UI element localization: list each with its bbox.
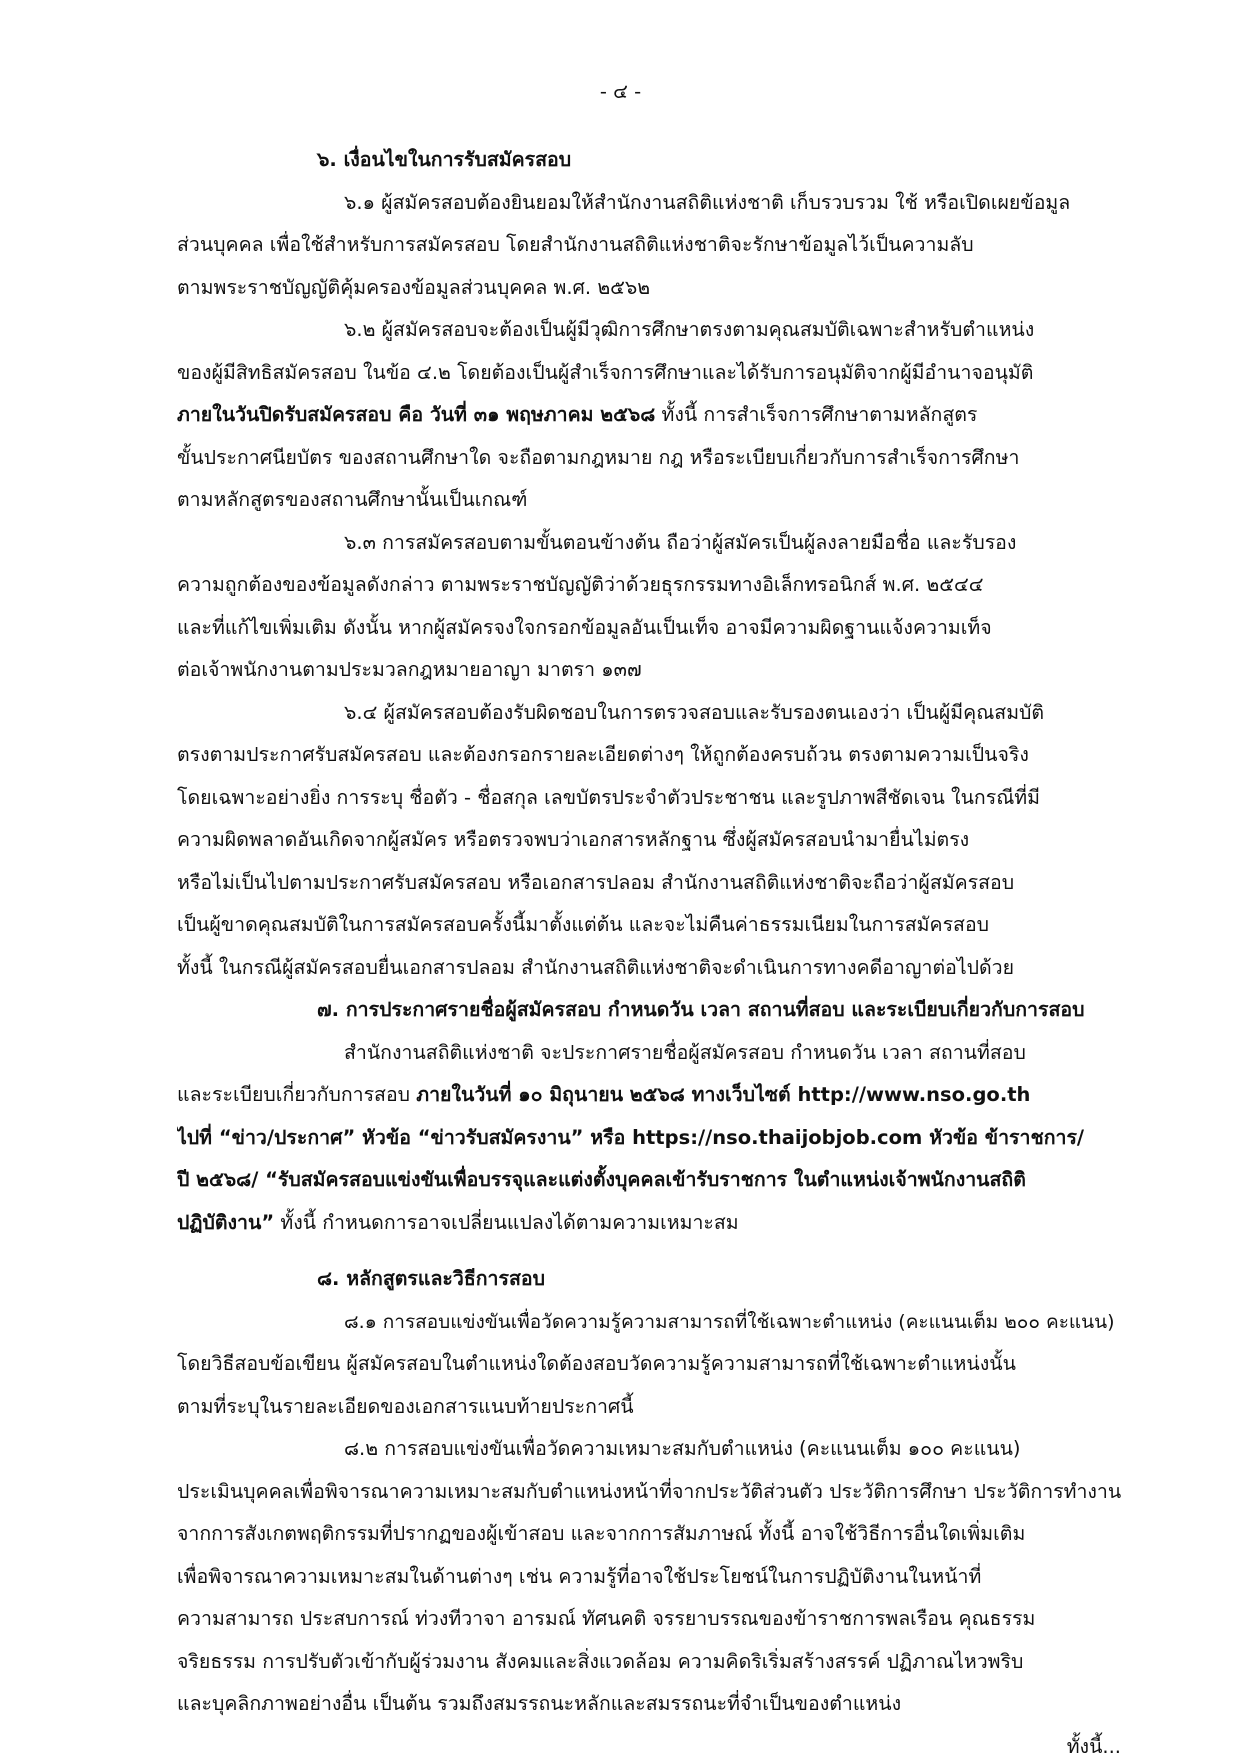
text-line: ๖.๑ ผู้สมัครสอบต้องยินยอมให้สำนักงานสถิติแห่งชาติ เก็บรวบรวม ใช้ หรือเปิดเผยข้อมูล xyxy=(344,190,1071,214)
text-line xyxy=(177,394,1121,437)
text-line: ปี ๒๕๖๘/ “รับสมัครสอบแข่งขันเพื่อบรรจุและแต่งตั้งบุคคลเข้ารับราชการ ในตำแหน่งเจ้าพนักงานสถิติ xyxy=(177,1168,1026,1191)
section-8-heading: ๘. หลักสูตรและวิธีการสอบ xyxy=(317,1267,545,1290)
text-line: จากการสังเกตพฤติกรรมที่ปรากฏของผู้เข้าสอบ และจากการสัมภาษณ์ ทั้งนี้ อาจใช้วิธีการอื่นใดเพิ่มเติม xyxy=(177,1522,1026,1545)
text-line: ตามพระราชบัญญัติคุ้มครองข้อมูลส่วนบุคคล พ.ศ. ๒๕๖๒ xyxy=(177,275,651,299)
text-line: และบุคลิกภาพอย่างอื่น เป็นต้น รวมถึงสมรรถนะหลักและสมรรถนะที่จำเป็นของตำแหน่ง xyxy=(177,1692,902,1715)
paragraph-6-1 xyxy=(177,182,1121,310)
announcement-date-emphasis: ภายในวันที่ ๑๐ มิถุนายน ๒๕๖๘ xyxy=(416,1083,685,1106)
text-line: ความสามารถ ประสบการณ์ ท่วงทีวาจา อารมณ์ ทัศนคติ จรรยาบรรณของข้าราชการพลเรือน คุณธรรม xyxy=(177,1607,1036,1630)
nso-website-link: ทางเว็บไซต์ http://www.nso.go.th xyxy=(684,1083,1031,1106)
text-line: ความผิดพลาดอันเกิดจากผู้สมัคร หรือตรวจพบว่าเอกสารหลักฐาน ซึ่งผู้สมัครสอบนำมายื่นไม่ตรง xyxy=(177,828,970,851)
text-line: ตามที่ระบุในรายละเอียดของเอกสารแนบท้ายประกาศนี้ xyxy=(177,1394,634,1418)
text-line: ๘.๒ การสอบแข่งขันเพื่อวัดความเหมาะสมกับตำแหน่ง (คะแนนเต็ม ๑๐๐ คะแนน) xyxy=(344,1437,1021,1460)
text-line: ขั้นประกาศนียบัตร ของสถานศึกษาใด จะถือตามกฎหมาย กฎ หรือระเบียบเกี่ยวกับการสำเร็จการศึกษา xyxy=(177,445,1020,469)
paragraph-7 xyxy=(177,1032,1121,1245)
paragraph-8-2 xyxy=(177,1428,1121,1726)
text-line: เพื่อพิจารณาความเหมาะสมในด้านต่างๆ เช่น ความรู้ที่อาจใช้ประโยชน์ในการปฏิบัติงานในหน้าที่ xyxy=(177,1564,982,1588)
text-line: จริยธรรม การปรับตัวเข้ากับผู้ร่วมงาน สังคมและสิ่งแวดล้อม ความคิดริเริ่มสร้างสรรค์ ปฏิภาณไหวพริบ xyxy=(177,1649,1024,1673)
document-body xyxy=(177,139,1121,1755)
text-line: ของผู้มีสิทธิสมัครสอบ ในข้อ ๔.๒ โดยต้องเป็นผู้สำเร็จการศึกษาและได้รับการอนุมัติจากผู้มีอำนาจอนุมัติ xyxy=(177,360,1034,384)
position-title-emphasis: ปฏิบัติงาน” xyxy=(177,1210,275,1234)
text-line: ส่วนบุคคล เพื่อใช้สำหรับการสมัครสอบ โดยสำนักงานสถิติแห่งชาติจะรักษาข้อมูลไว้เป็นความลับ xyxy=(177,233,974,256)
text-segment: และระเบียบเกี่ยวกับการสอบ xyxy=(177,1083,417,1106)
text-line: โดยเฉพาะอย่างยิ่ง การระบุ ชื่อตัว - ชื่อสกุล เลขบัตรประจำตัวประชาชน และรูปภาพสีชัดเจน ในกรณีที่มี xyxy=(177,785,1040,809)
text-line: ๖.๓ การสมัครสอบตามขั้นตอนข้างต้น ถือว่าผู้สมัครเป็นผู้ลงลายมือชื่อ และรับรอง xyxy=(344,530,1017,554)
text-line: และที่แก้ไขเพิ่มเติม ดังนั้น หากผู้สมัครจงใจกรอกข้อมูลอันเป็นเท็จ อาจมีความผิดฐานแจ้งความเท็จ xyxy=(177,615,992,639)
text-line: ๖.๔ ผู้สมัครสอบต้องรับผิดชอบในการตรวจสอบและรับรองตนเองว่า เป็นผู้มีคุณสมบัติ xyxy=(344,700,1045,724)
text-line xyxy=(177,1074,1121,1117)
text-segment: ทั้งนี้ การสำเร็จการศึกษาตามหลักสูตร xyxy=(655,403,978,426)
text-line xyxy=(177,1202,1121,1245)
text-segment: ทั้งนี้ กำหนดการอาจเปลี่ยนแปลงได้ตามความเหมาะสม xyxy=(274,1210,739,1234)
section-6-heading: ๖. เงื่อนไขในการรับสมัครสอบ xyxy=(317,148,572,171)
paragraph-6-4 xyxy=(177,692,1121,990)
text-line: หรือไม่เป็นไปตามประกาศรับสมัครสอบ หรือเอกสารปลอม สำนักงานสถิติแห่งชาติจะถือว่าผู้สมัครสอบ xyxy=(177,870,1015,894)
text-line: ไปที่ “ข่าว/ประกาศ” หัวข้อ “ข่าวรับสมัครงาน” หรือ https://nso.thaijobjob.com หัวข้อ ข้าราชการ/ xyxy=(177,1125,1085,1149)
paragraph-8-1 xyxy=(177,1301,1121,1429)
text-line: ต่อเจ้าพนักงานตามประมวลกฎหมายอาญา มาตรา ๑๓๗ xyxy=(177,658,642,681)
page-number: - ๔ - xyxy=(599,80,642,103)
text-line: ตามหลักสูตรของสถานศึกษานั้นเป็นเกณฑ์ xyxy=(177,488,528,511)
paragraph-6-2 xyxy=(177,309,1121,522)
text-line: ความถูกต้องของข้อมูลดังกล่าว ตามพระราชบัญญัติว่าด้วยธุรกรรมทางอิเล็กทรอนิกส์ พ.ศ. ๒๕๔๔ xyxy=(177,573,984,596)
text-line: ๖.๒ ผู้สมัครสอบจะต้องเป็นผู้มีวุฒิการศึกษาตรงตามคุณสมบัติเฉพาะสำหรับตำแหน่ง xyxy=(344,318,1035,341)
text-line: สำนักงานสถิติแห่งชาติ จะประกาศรายชื่อผู้สมัครสอบ กำหนดวัน เวลา สถานที่สอบ xyxy=(344,1040,1026,1064)
text-line: เป็นผู้ขาดคุณสมบัติในการสมัครสอบครั้งนี้มาตั้งแต่ต้น และจะไม่คืนค่าธรรมเนียมในการสมัครสอบ xyxy=(177,913,990,936)
text-line: ประเมินบุคคลเพื่อพิจารณาความเหมาะสมกับตำแหน่งหน้าที่จากประวัติส่วนตัว ประวัติการศึกษา ประวัติการทำงาน xyxy=(177,1479,1121,1503)
closing-date-emphasis: ภายในวันปิดรับสมัครสอบ คือ วันที่ ๓๑ พฤษภาคม ๒๕๖๘ xyxy=(177,403,656,426)
text-line: ทั้งนี้ ในกรณีผู้สมัครสอบยื่นเอกสารปลอม สำนักงานสถิติแห่งชาติจะดำเนินการทางคดีอาญาต่อไปด้วย xyxy=(177,955,1015,979)
continuation-marker: ทั้งนี้... xyxy=(1066,1734,1121,1755)
text-line: ตรงตามประกาศรับสมัครสอบ และต้องกรอกรายละเอียดต่างๆ ให้ถูกต้องครบถ้วน ตรงตามความเป็นจริง xyxy=(177,743,1029,766)
text-line: โดยวิธีสอบข้อเขียน ผู้สมัครสอบในตำแหน่งใดต้องสอบวัดความรู้ความสามารถที่ใช้เฉพาะตำแหน่งนั้น xyxy=(177,1352,1016,1375)
section-7-heading: ๗. การประกาศรายชื่อผู้สมัครสอบ กำหนดวัน เวลา สถานที่สอบ และระเบียบเกี่ยวกับการสอบ xyxy=(317,998,1085,1021)
text-line: ๘.๑ การสอบแข่งขันเพื่อวัดความรู้ความสามารถที่ใช้เฉพาะตำแหน่ง (คะแนนเต็ม ๒๐๐ คะแนน) xyxy=(344,1310,1115,1333)
paragraph-6-3 xyxy=(177,522,1121,692)
